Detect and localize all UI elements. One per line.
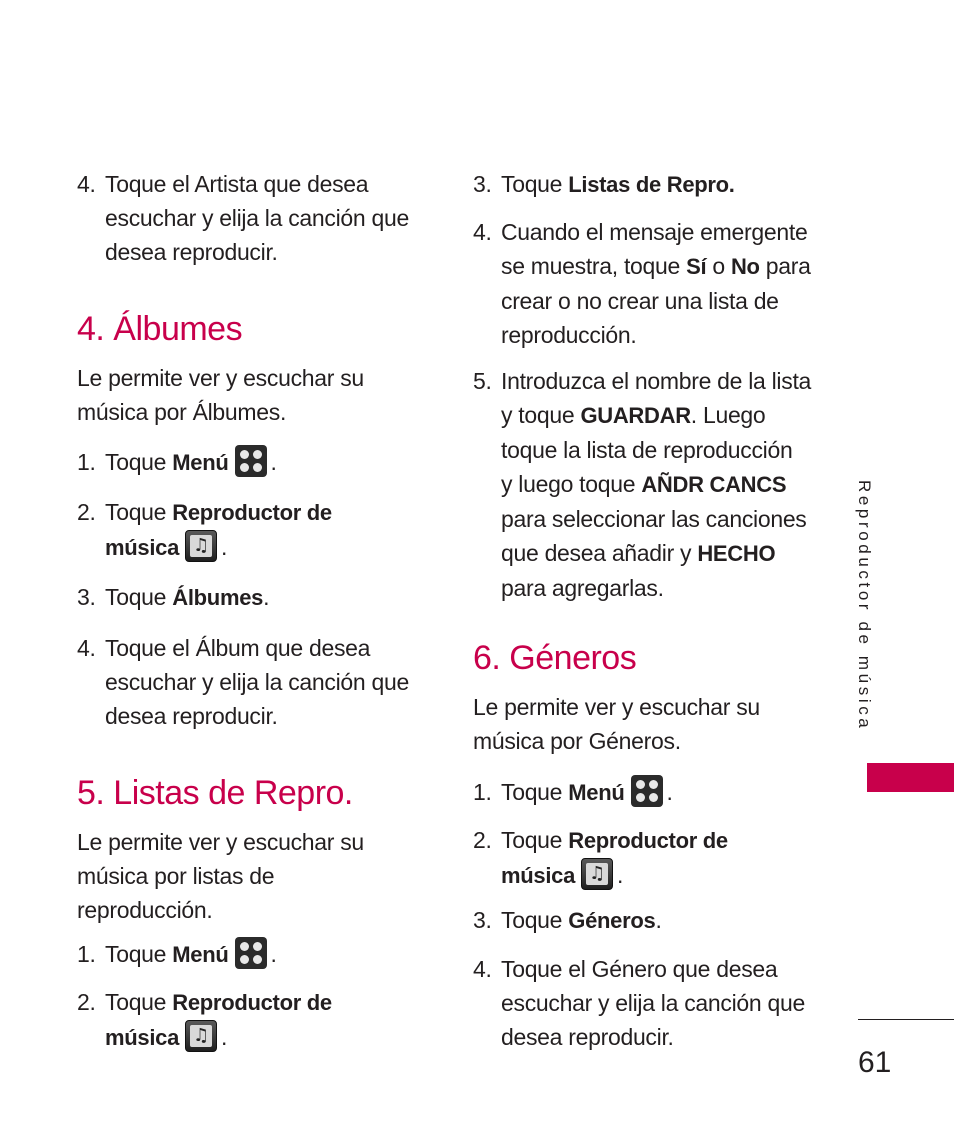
step-number: 4.: [473, 219, 492, 245]
step-text: toque la lista de reproducción: [501, 437, 793, 463]
intro-line: reproducción.: [77, 897, 213, 923]
intro-line: Le permite ver y escuchar su: [473, 694, 760, 720]
menu-grid-icon: [235, 445, 267, 477]
step-number: 4.: [77, 635, 96, 661]
step-text: .: [655, 907, 662, 933]
music-note-icon: ♫: [185, 1020, 217, 1052]
done-label: HECHO: [697, 541, 776, 566]
step-number: 5.: [473, 368, 492, 394]
list-item: [77, 580, 427, 615]
step-text: Toque: [501, 779, 569, 805]
section-intro: [77, 825, 364, 927]
albumes-label: Álbumes: [172, 585, 264, 610]
step-text: .: [270, 941, 277, 967]
save-label: GUARDAR: [580, 403, 691, 428]
step-text: para: [759, 253, 811, 279]
list-item: [77, 445, 427, 480]
list-item: [473, 952, 823, 1054]
music-player-label: Reproductor de: [172, 500, 332, 525]
step-number: 1.: [77, 941, 96, 967]
step-text: o: [706, 253, 731, 279]
step-number: 4.: [77, 171, 96, 197]
step-text: escuchar y elija la canción que: [105, 669, 409, 695]
step-number: 3.: [473, 171, 492, 197]
generos-label: Géneros: [568, 908, 656, 933]
step-text: Toque: [105, 584, 173, 610]
menu-label: Menú: [568, 780, 625, 805]
list-item: [77, 167, 427, 269]
intro-line: música por listas de: [77, 863, 275, 889]
step-number: 2.: [473, 827, 492, 853]
list-item: [473, 775, 823, 810]
step-text: .: [666, 779, 673, 805]
list-item: [473, 364, 823, 605]
intro-line: música por Álbumes.: [77, 399, 287, 425]
section-heading-listas: 5. Listas de Repro.: [77, 774, 353, 812]
intro-line: Le permite ver y escuchar su: [77, 829, 364, 855]
section-heading-generos: 6. Géneros: [473, 639, 637, 677]
step-text: y toque: [501, 402, 581, 428]
step-text: Toque el Álbum que desea: [105, 635, 371, 661]
step-text: desea reproducir.: [105, 239, 278, 265]
add-songs-label: AÑDR CANCS: [641, 472, 787, 497]
list-item: [473, 215, 823, 352]
step-text: Toque: [501, 907, 569, 933]
menu-label: Menú: [172, 942, 229, 967]
section-heading-albumes: 4. Álbumes: [77, 310, 243, 348]
music-player-label: música: [105, 535, 180, 560]
footer-rule: [858, 1019, 954, 1020]
list-item: [77, 985, 427, 1055]
step-number: 1.: [473, 779, 492, 805]
step-text: .: [221, 1024, 228, 1050]
step-text: .: [221, 534, 228, 560]
step-number: 4.: [473, 956, 492, 982]
step-text: se muestra, toque: [501, 253, 687, 279]
step-text: Toque: [501, 171, 569, 197]
step-text: desea reproducir.: [501, 1024, 674, 1050]
list-item: [473, 903, 823, 938]
step-text: . Luego: [690, 402, 766, 428]
step-number: 1.: [77, 449, 96, 475]
step-text: crear o no crear una lista de: [501, 288, 779, 314]
section-intro: [473, 690, 760, 758]
step-text: Toque: [105, 499, 173, 525]
intro-line: Le permite ver y escuchar su: [77, 365, 364, 391]
step-text: y luego toque: [501, 471, 642, 497]
step-text: Toque: [105, 941, 173, 967]
menu-grid-icon: [631, 775, 663, 807]
list-item: [77, 937, 427, 972]
step-text: para agregarlas.: [501, 575, 664, 601]
step-text: .: [270, 449, 277, 475]
listas-label: Listas de Repro.: [568, 172, 735, 197]
page-number: 61: [858, 1046, 892, 1079]
step-text: para seleccionar las canciones: [501, 506, 807, 532]
list-item: [77, 631, 427, 733]
step-text: Toque el Artista que desea: [105, 171, 369, 197]
list-item: [473, 823, 823, 893]
step-text: Toque el Género que desea: [501, 956, 778, 982]
step-number: 2.: [77, 499, 96, 525]
music-player-label: música: [105, 1025, 180, 1050]
step-text: Toque: [105, 989, 173, 1015]
step-text: .: [617, 862, 624, 888]
list-item: [473, 167, 823, 202]
step-text: escuchar y elija la canción que: [105, 205, 409, 231]
step-number: 2.: [77, 989, 96, 1015]
step-text: Toque: [501, 827, 569, 853]
step-text: desea reproducir.: [105, 703, 278, 729]
yes-label: Sí: [686, 254, 707, 279]
step-text: que desea añadir y: [501, 540, 698, 566]
step-text: .: [263, 584, 270, 610]
step-number: 3.: [77, 584, 96, 610]
section-intro: [77, 361, 364, 429]
music-player-label: Reproductor de: [568, 828, 728, 853]
music-note-icon: ♫: [581, 858, 613, 890]
step-number: 3.: [473, 907, 492, 933]
list-item: [77, 495, 427, 565]
no-label: No: [730, 254, 760, 279]
menu-grid-icon: [235, 937, 267, 969]
step-text: escuchar y elija la canción que: [501, 990, 805, 1016]
step-text: Toque: [105, 449, 173, 475]
music-player-label: música: [501, 863, 576, 888]
side-label-text: Reproductor de música: [855, 480, 874, 732]
menu-label: Menú: [172, 450, 229, 475]
step-text: Cuando el mensaje emergente: [501, 219, 808, 245]
section-tab-marker: [867, 763, 954, 792]
step-text: Introduzca el nombre de la lista: [501, 368, 812, 394]
step-text: reproducción.: [501, 322, 637, 348]
music-note-icon: ♫: [185, 530, 217, 562]
music-player-label: Reproductor de: [172, 990, 332, 1015]
intro-line: música por Géneros.: [473, 728, 681, 754]
